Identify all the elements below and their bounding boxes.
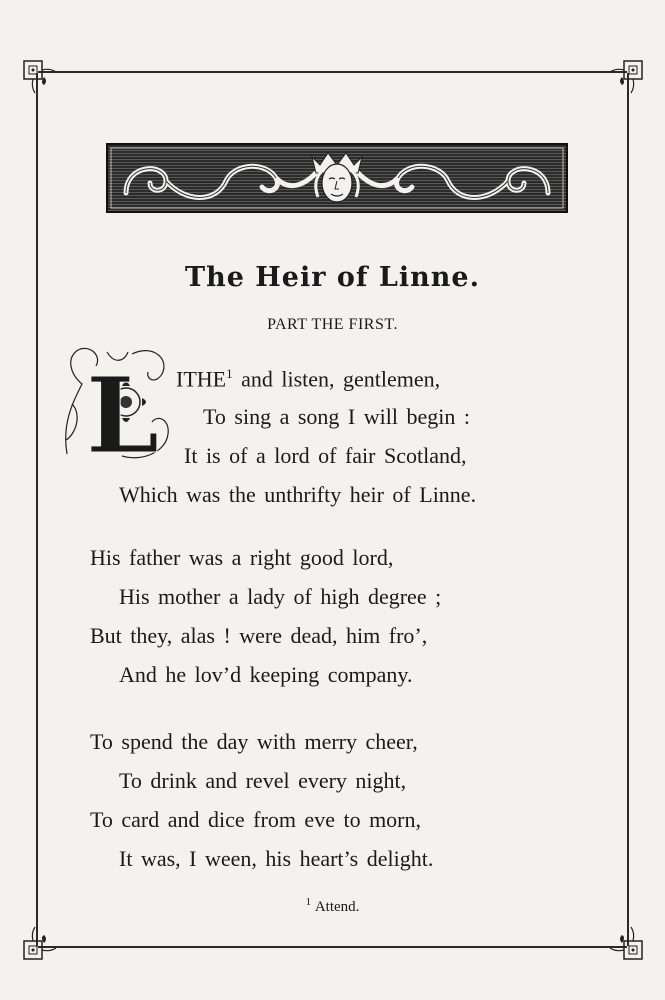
stanza-1-line-4: Which was the unthrifty heir of Linne.: [119, 482, 477, 507]
frame-left-line: [36, 73, 38, 946]
corner-ornament-top-left: [18, 55, 58, 95]
stanza-3-line-1: To spend the day with merry cheer,: [90, 729, 418, 754]
stanza-1-line-2: To sing a song I will begin :: [203, 404, 470, 429]
drop-cap-letter: L: [86, 354, 160, 462]
footnote-mark: 1: [305, 896, 312, 908]
decorated-initial-letter: [62, 344, 174, 462]
part-heading: PART THE FIRST.: [267, 316, 398, 333]
footnote: [0, 896, 665, 916]
footnote-text: Attend.: [314, 899, 360, 915]
line-text: and listen, gentlemen,: [232, 366, 441, 392]
corner-ornament-bottom-left: [18, 925, 58, 965]
corner-ornament-top-right: [608, 55, 648, 95]
frame-top-line: [38, 71, 627, 73]
corner-ornament-bottom-right: [608, 925, 648, 965]
stanza-2-line-4: And he lov’d keeping company.: [119, 662, 413, 687]
line-text: ITHE: [176, 366, 227, 392]
stanza-1-line-3: It is of a lord of fair Scotland,: [184, 443, 467, 468]
stanza-3-line-3: To card and dice from eve to morn,: [90, 807, 422, 832]
frame-bottom-line: [38, 946, 627, 948]
stanza-3-line-4: It was, I ween, his heart’s delight.: [119, 846, 434, 871]
stanza-1-line-1: [176, 366, 440, 392]
poem-title: The Heir of Linne.: [185, 262, 480, 293]
stanza-3-line-2: To drink and revel every night,: [119, 768, 407, 793]
stanza-2-line-2: His mother a lady of high degree ;: [119, 584, 442, 609]
frame-right-line: [627, 73, 629, 946]
stanza-2-line-1: His father was a right good lord,: [90, 545, 394, 570]
ornamental-header-banner: [106, 143, 568, 213]
footnote-marker: 1: [226, 366, 233, 381]
stanza-2-line-3: But they, alas ! were dead, him fro’,: [90, 623, 428, 648]
